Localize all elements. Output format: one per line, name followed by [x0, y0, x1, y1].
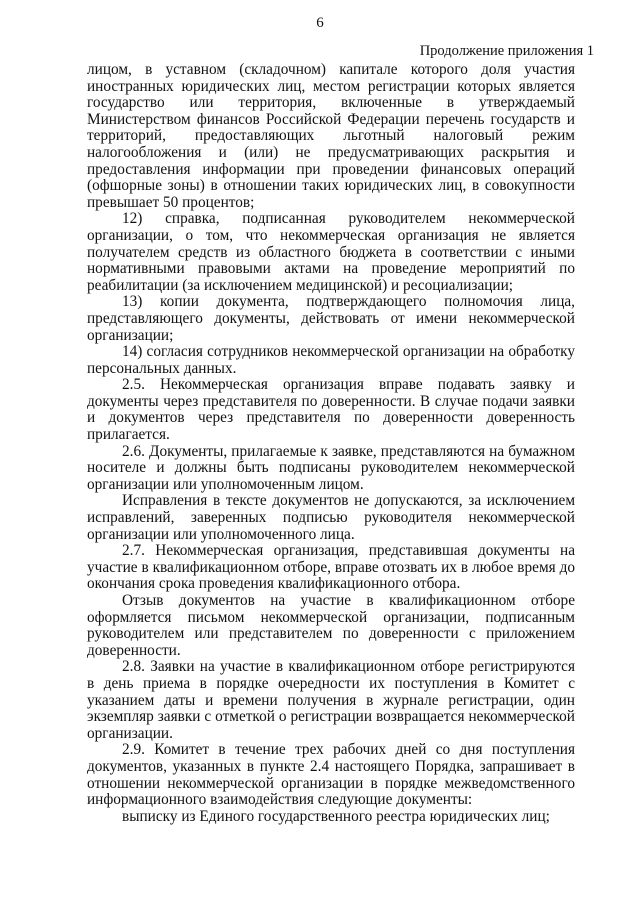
paragraph-corrections: Исправления в тексте документов не допускаются, за исключением исправлений, заверенных подписью руководителя некоммерческой организации или уполномоченного лица. — [87, 492, 575, 543]
paragraph-section-2-7: 2.7. Некоммерческая организация, представившая документы на участие в квалификационном отборе, вправе отозвать их в любое время до окончания срока проведения квалификационного отбора. — [87, 542, 575, 593]
paragraph-section-2-5: 2.5. Некоммерческая организация вправе подавать заявку и документы через представителя по доверенности. В случае подачи заявки и документов через представителя по доверенности доверенность прилагается. — [87, 376, 575, 444]
appendix-continuation-note: Продолжение приложения 1 — [419, 43, 594, 59]
paragraph-section-2-6: 2.6. Документы, прилагаемые к заявке, представляются на бумажном носителе и должны быть подписаны руководителем некоммерческой организации или уполномоченным лицом. — [87, 442, 575, 493]
paragraph-registry-extract: выписку из Единого государственного реестра юридических лиц; — [122, 807, 550, 825]
paragraph-item-12: 12) справка, подписанная руководителем некоммерческой организации, о том, что некоммерческая организация не является получателем средств из областного бюджета в соответствии с иными нормативными правовыми актами на проведение мероприятий по реабилитации (за исключением медицинской) и ресоциализации; — [87, 210, 575, 294]
paragraph-withdrawal: Отзыв документов на участие в квалификационном отборе оформляется письмом некоммерческой организации, подписанным руководителем или представителем по доверенности с приложением доверенности. — [87, 592, 575, 659]
paragraph-item-14: 14) согласия сотрудников некоммерческой организации на обработку персональных данных. — [87, 343, 575, 377]
paragraph-item-13: 13) копии документа, подтверждающего полномочия лица, представляющего документы, действовать от имени некоммерческой организации; — [87, 293, 575, 344]
page-number: 6 — [316, 15, 324, 31]
document-body — [87, 62, 575, 825]
paragraph-continuation-item-11: лицом, в уставном (складочном) капитале которого доля участия иностранных юридических лиц, местом регистрации которых является государство или территория, включенные в утверждаемый Министерством финансов Российской Федерации перечень государств и территорий, предоставляющих льготный налоговый режим налогообложения и (или) не предусматривающих раскрытия и предоставления информации при проведении финансовых операций (офшорные зоны) в отношении таких юридических лиц, в совокупности превышает 50 процентов; — [87, 61, 575, 211]
paragraph-section-2-8: 2.8. Заявки на участие в квалификационном отборе регистрируются в день приема в порядке очередности их поступления в Комитет с указанием даты и времени получения в журнале регистрации, один экземпляр заявки с отметкой о регистрации возвращается некоммерческой организации. — [87, 658, 575, 742]
paragraph-section-2-9: 2.9. Комитет в течение трех рабочих дней со дня поступления документов, указанных в пункте 2.4 настоящего Порядка, запрашивает в отношении некоммерческой организации в порядке межведомственного информационного взаимодействия следующие документы: — [87, 741, 575, 809]
